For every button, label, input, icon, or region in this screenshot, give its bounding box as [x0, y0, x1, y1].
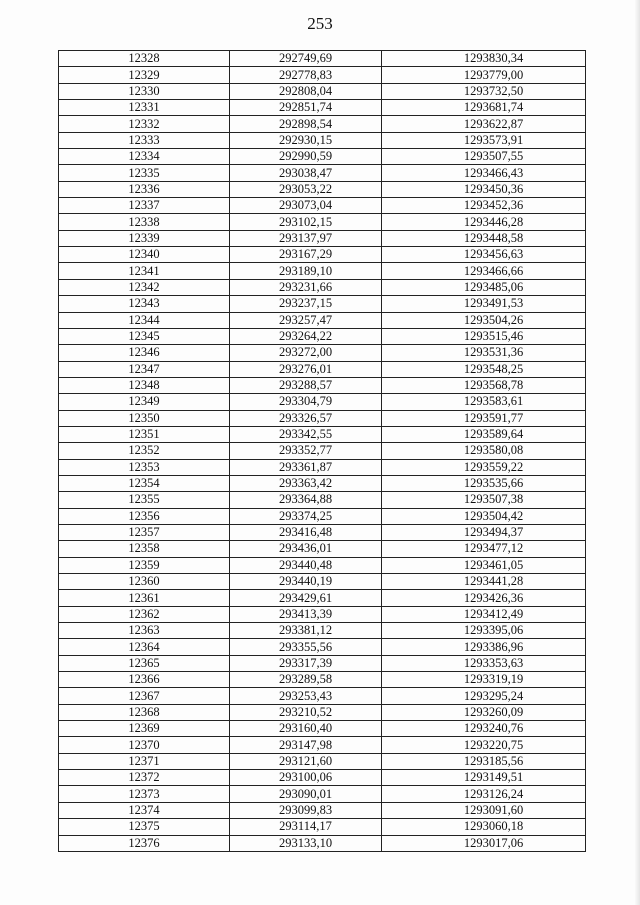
y-coordinate-cell: 1293426,36	[382, 590, 586, 606]
table-row	[59, 639, 586, 655]
y-coordinate-cell: 1293491,53	[382, 296, 586, 312]
point-number-cell: 12371	[59, 753, 230, 769]
table-row	[59, 623, 586, 639]
point-number-cell: 12329	[59, 67, 230, 83]
point-number-cell: 12357	[59, 524, 230, 540]
x-coordinate-cell: 293137,97	[230, 230, 382, 246]
point-number-cell: 12347	[59, 361, 230, 377]
x-coordinate-cell: 293053,22	[230, 181, 382, 197]
y-coordinate-cell: 1293466,66	[382, 263, 586, 279]
table-row	[59, 753, 586, 769]
table-row	[59, 606, 586, 622]
point-number-cell: 12364	[59, 639, 230, 655]
table-row	[59, 574, 586, 590]
y-coordinate-cell: 1293448,58	[382, 230, 586, 246]
y-coordinate-cell: 1293568,78	[382, 377, 586, 393]
table-row	[59, 541, 586, 557]
y-coordinate-cell: 1293507,38	[382, 492, 586, 508]
point-number-cell: 12365	[59, 655, 230, 671]
x-coordinate-cell: 293288,57	[230, 377, 382, 393]
y-coordinate-cell: 1293591,77	[382, 410, 586, 426]
y-coordinate-cell: 1293091,60	[382, 802, 586, 818]
point-number-cell: 12334	[59, 149, 230, 165]
x-coordinate-cell: 292749,69	[230, 51, 382, 67]
point-number-cell: 12358	[59, 541, 230, 557]
table-row	[59, 557, 586, 573]
x-coordinate-cell: 293381,12	[230, 623, 382, 639]
x-coordinate-cell: 293237,15	[230, 296, 382, 312]
table-row	[59, 279, 586, 295]
x-coordinate-cell: 293167,29	[230, 247, 382, 263]
scan-edge-shadow	[634, 0, 640, 905]
y-coordinate-cell: 1293450,36	[382, 181, 586, 197]
x-coordinate-cell: 293276,01	[230, 361, 382, 377]
y-coordinate-cell: 1293220,75	[382, 737, 586, 753]
y-coordinate-cell: 1293535,66	[382, 475, 586, 491]
point-number-cell: 12344	[59, 312, 230, 328]
table-row	[59, 786, 586, 802]
y-coordinate-cell: 1293681,74	[382, 100, 586, 116]
x-coordinate-cell: 293121,60	[230, 753, 382, 769]
x-coordinate-cell: 293361,87	[230, 459, 382, 475]
table-row	[59, 312, 586, 328]
y-coordinate-cell: 1293395,06	[382, 623, 586, 639]
point-number-cell: 12348	[59, 377, 230, 393]
x-coordinate-cell: 293436,01	[230, 541, 382, 557]
table-row	[59, 394, 586, 410]
point-number-cell: 12342	[59, 279, 230, 295]
table-row	[59, 737, 586, 753]
table-row	[59, 361, 586, 377]
x-coordinate-cell: 293326,57	[230, 410, 382, 426]
y-coordinate-cell: 1293622,87	[382, 116, 586, 132]
point-number-cell: 12341	[59, 263, 230, 279]
table-row	[59, 819, 586, 835]
x-coordinate-cell: 293429,61	[230, 590, 382, 606]
point-number-cell: 12352	[59, 443, 230, 459]
table-row	[59, 377, 586, 393]
x-coordinate-cell: 293099,83	[230, 802, 382, 818]
point-number-cell: 12331	[59, 100, 230, 116]
table-row	[59, 345, 586, 361]
y-coordinate-cell: 1293319,19	[382, 672, 586, 688]
point-number-cell: 12374	[59, 802, 230, 818]
x-coordinate-cell: 293374,25	[230, 508, 382, 524]
table-row	[59, 443, 586, 459]
x-coordinate-cell: 292990,59	[230, 149, 382, 165]
y-coordinate-cell: 1293260,09	[382, 704, 586, 720]
x-coordinate-cell: 293231,66	[230, 279, 382, 295]
table-row	[59, 230, 586, 246]
table-row	[59, 835, 586, 851]
table-row	[59, 165, 586, 181]
point-number-cell: 12346	[59, 345, 230, 361]
y-coordinate-cell: 1293573,91	[382, 132, 586, 148]
y-coordinate-cell: 1293485,06	[382, 279, 586, 295]
x-coordinate-cell: 293289,58	[230, 672, 382, 688]
x-coordinate-cell: 293160,40	[230, 721, 382, 737]
x-coordinate-cell: 293363,42	[230, 475, 382, 491]
y-coordinate-cell: 1293452,36	[382, 198, 586, 214]
table-row	[59, 508, 586, 524]
table-row	[59, 426, 586, 442]
x-coordinate-cell: 293210,52	[230, 704, 382, 720]
x-coordinate-cell: 293102,15	[230, 214, 382, 230]
table-row	[59, 132, 586, 148]
table-row	[59, 214, 586, 230]
y-coordinate-cell: 1293149,51	[382, 770, 586, 786]
y-coordinate-cell: 1293531,36	[382, 345, 586, 361]
x-coordinate-cell: 292930,15	[230, 132, 382, 148]
table-row	[59, 328, 586, 344]
point-number-cell: 12332	[59, 116, 230, 132]
y-coordinate-cell: 1293295,24	[382, 688, 586, 704]
point-number-cell: 12353	[59, 459, 230, 475]
point-number-cell: 12337	[59, 198, 230, 214]
y-coordinate-cell: 1293583,61	[382, 394, 586, 410]
table-row	[59, 688, 586, 704]
table-row	[59, 655, 586, 671]
point-number-cell: 12367	[59, 688, 230, 704]
x-coordinate-cell: 293038,47	[230, 165, 382, 181]
point-number-cell: 12368	[59, 704, 230, 720]
point-number-cell: 12340	[59, 247, 230, 263]
point-number-cell: 12361	[59, 590, 230, 606]
table-row	[59, 721, 586, 737]
y-coordinate-cell: 1293126,24	[382, 786, 586, 802]
x-coordinate-cell: 293189,10	[230, 263, 382, 279]
y-coordinate-cell: 1293446,28	[382, 214, 586, 230]
point-number-cell: 12338	[59, 214, 230, 230]
point-number-cell: 12369	[59, 721, 230, 737]
point-number-cell: 12372	[59, 770, 230, 786]
point-number-cell: 12366	[59, 672, 230, 688]
point-number-cell: 12360	[59, 574, 230, 590]
table-row	[59, 524, 586, 540]
x-coordinate-cell: 293355,56	[230, 639, 382, 655]
y-coordinate-cell: 1293504,42	[382, 508, 586, 524]
x-coordinate-cell: 293440,48	[230, 557, 382, 573]
x-coordinate-cell: 293352,77	[230, 443, 382, 459]
point-number-cell: 12375	[59, 819, 230, 835]
coordinates-table-body	[59, 51, 586, 852]
point-number-cell: 12343	[59, 296, 230, 312]
x-coordinate-cell: 293364,88	[230, 492, 382, 508]
y-coordinate-cell: 1293779,00	[382, 67, 586, 83]
y-coordinate-cell: 1293185,56	[382, 753, 586, 769]
x-coordinate-cell: 293342,55	[230, 426, 382, 442]
point-number-cell: 12345	[59, 328, 230, 344]
point-number-cell: 12335	[59, 165, 230, 181]
x-coordinate-cell: 293317,39	[230, 655, 382, 671]
point-number-cell: 12362	[59, 606, 230, 622]
x-coordinate-cell: 292808,04	[230, 83, 382, 99]
table-row	[59, 296, 586, 312]
y-coordinate-cell: 1293580,08	[382, 443, 586, 459]
x-coordinate-cell: 293304,79	[230, 394, 382, 410]
table-row	[59, 181, 586, 197]
y-coordinate-cell: 1293441,28	[382, 574, 586, 590]
point-number-cell: 12355	[59, 492, 230, 508]
y-coordinate-cell: 1293412,49	[382, 606, 586, 622]
x-coordinate-cell: 293264,22	[230, 328, 382, 344]
y-coordinate-cell: 1293240,76	[382, 721, 586, 737]
table-row	[59, 704, 586, 720]
x-coordinate-cell: 293073,04	[230, 198, 382, 214]
coordinates-table	[58, 50, 586, 852]
point-number-cell: 12333	[59, 132, 230, 148]
table-row	[59, 149, 586, 165]
x-coordinate-cell: 292898,54	[230, 116, 382, 132]
y-coordinate-cell: 1293504,26	[382, 312, 586, 328]
point-number-cell: 12350	[59, 410, 230, 426]
x-coordinate-cell: 293272,00	[230, 345, 382, 361]
x-coordinate-cell: 293133,10	[230, 835, 382, 851]
y-coordinate-cell: 1293477,12	[382, 541, 586, 557]
point-number-cell: 12330	[59, 83, 230, 99]
x-coordinate-cell: 293090,01	[230, 786, 382, 802]
point-number-cell: 12363	[59, 623, 230, 639]
y-coordinate-cell: 1293507,55	[382, 149, 586, 165]
table-row	[59, 116, 586, 132]
x-coordinate-cell: 293253,43	[230, 688, 382, 704]
point-number-cell: 12359	[59, 557, 230, 573]
table-row	[59, 198, 586, 214]
page-number: 253	[307, 14, 333, 33]
table-row	[59, 459, 586, 475]
point-number-cell: 12328	[59, 51, 230, 67]
x-coordinate-cell: 292851,74	[230, 100, 382, 116]
point-number-cell: 12370	[59, 737, 230, 753]
point-number-cell: 12351	[59, 426, 230, 442]
table-row	[59, 247, 586, 263]
x-coordinate-cell: 293416,48	[230, 524, 382, 540]
table-row	[59, 802, 586, 818]
x-coordinate-cell: 292778,83	[230, 67, 382, 83]
table-row	[59, 770, 586, 786]
table-row	[59, 590, 586, 606]
y-coordinate-cell: 1293456,63	[382, 247, 586, 263]
y-coordinate-cell: 1293732,50	[382, 83, 586, 99]
table-row	[59, 67, 586, 83]
y-coordinate-cell: 1293386,96	[382, 639, 586, 655]
y-coordinate-cell: 1293017,06	[382, 835, 586, 851]
table-row	[59, 83, 586, 99]
x-coordinate-cell: 293257,47	[230, 312, 382, 328]
y-coordinate-cell: 1293515,46	[382, 328, 586, 344]
table-row	[59, 475, 586, 491]
table-row	[59, 410, 586, 426]
y-coordinate-cell: 1293353,63	[382, 655, 586, 671]
point-number-cell: 12354	[59, 475, 230, 491]
y-coordinate-cell: 1293559,22	[382, 459, 586, 475]
table-row	[59, 672, 586, 688]
y-coordinate-cell: 1293494,37	[382, 524, 586, 540]
x-coordinate-cell: 293413,39	[230, 606, 382, 622]
point-number-cell: 12336	[59, 181, 230, 197]
x-coordinate-cell: 293100,06	[230, 770, 382, 786]
point-number-cell: 12349	[59, 394, 230, 410]
y-coordinate-cell: 1293060,18	[382, 819, 586, 835]
table-row	[59, 492, 586, 508]
y-coordinate-cell: 1293830,34	[382, 51, 586, 67]
point-number-cell: 12376	[59, 835, 230, 851]
y-coordinate-cell: 1293589,64	[382, 426, 586, 442]
table-row	[59, 263, 586, 279]
point-number-cell: 12339	[59, 230, 230, 246]
table-row	[59, 51, 586, 67]
y-coordinate-cell: 1293548,25	[382, 361, 586, 377]
x-coordinate-cell: 293440,19	[230, 574, 382, 590]
point-number-cell: 12356	[59, 508, 230, 524]
x-coordinate-cell: 293147,98	[230, 737, 382, 753]
y-coordinate-cell: 1293461,05	[382, 557, 586, 573]
x-coordinate-cell: 293114,17	[230, 819, 382, 835]
y-coordinate-cell: 1293466,43	[382, 165, 586, 181]
point-number-cell: 12373	[59, 786, 230, 802]
table-row	[59, 100, 586, 116]
